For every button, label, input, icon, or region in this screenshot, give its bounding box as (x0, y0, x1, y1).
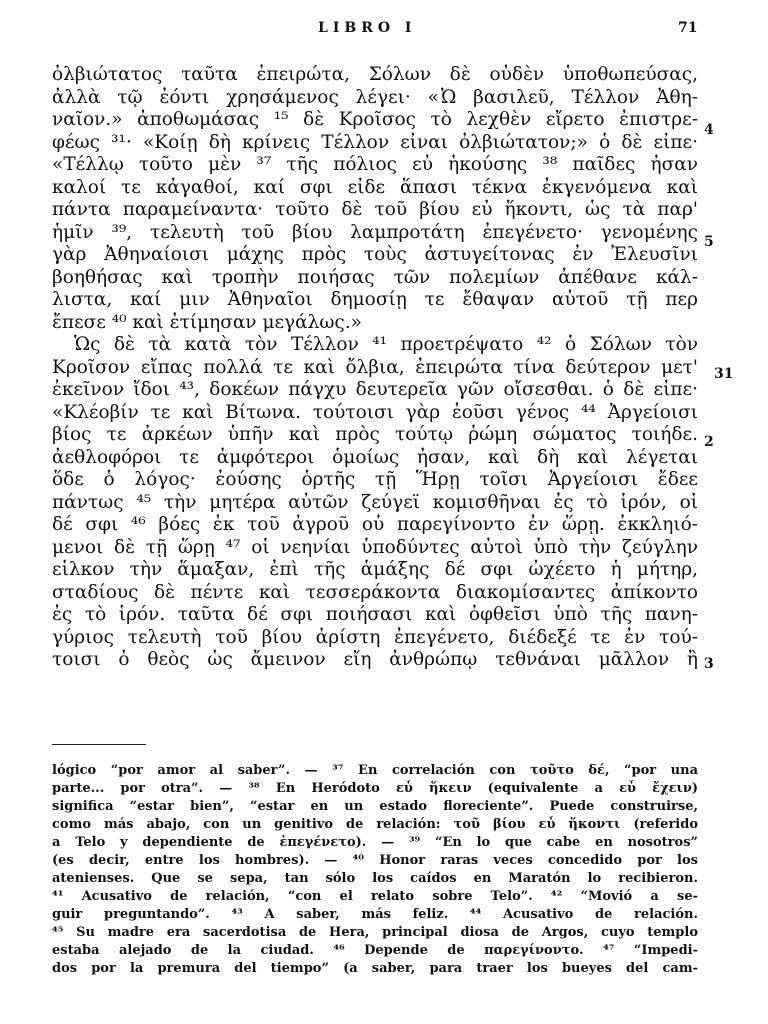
text-line: φέως ³¹· «Κοίῃ δὴ κρίνεις Τέλλον εἶναι ὀλβιώτατον;» ὁ δὲ εἶπε· (52, 131, 698, 153)
footnote-line: a Telo y dependiente de ἐπεγένετο). — ³⁹ “En lo que cabe en nosotros” (52, 835, 698, 850)
footnote-line: ⁴⁵ Su madre era sacerdotisa de Hera, principal diosa de Argos, cuyo templo (52, 925, 698, 940)
text-line: ὀλβιώτατος ταῦτα ἐπειρώτα, Σόλων δὲ οὐδὲν ὑποθωπεύσας, (52, 64, 698, 85)
footnote-divider (52, 744, 146, 745)
text-line: ἐκεῖνον ἴδοι ⁴³, δοκέων πάγχυ δευτερεῖα γῶν οἴσεσθαι. ὁ δὲ εἶπε· (52, 379, 698, 400)
page-number: 71 (678, 20, 698, 36)
text-line: «Κλέοβίν τε καὶ Βίτωνα. τούτοισι γὰρ ἐοῦσι γένος ⁴⁴ Ἀργείοισι (52, 401, 698, 423)
footnote-line: guir preguntando”. ⁴³ A saber, más feliz. ⁴⁴ Acusativo de relación. (52, 907, 698, 922)
text-line: ἀεθλοφόροι τε ἀμφότεροι ὁμοίως ἦσαν, καὶ δὴ καὶ λέγεται (52, 446, 698, 468)
text-line: ὅδε ὁ λόγος· ἐούσης ὁρτῆς τῇ Ἥρῃ τοῖσι Ἀργείοισι ἔδεε (52, 469, 698, 490)
text-line: Ὡς δὲ τὰ κατὰ τὸν Τέλλον ⁴¹ προετρέψατο ⁴² ὁ Σόλων τὸν (74, 334, 698, 355)
text-line: ναῖον.» ἀποθωμάσας ¹⁵ δὲ Κροῖσος τὸ λεχθὲν εἴρετο ἐπιστρε- (52, 109, 698, 130)
text-line: Κροῖσον εἴπας πολλά τε καὶ ὄλβια, ἐπειρώτα τίνα δεύτερον μετ' (52, 356, 698, 378)
text-line: λιστα, καί μιν Ἀθηναῖοι δημοσίῃ τε ἔθαψαν αὐτοῦ τῇ περ (52, 289, 698, 310)
footnote-line: ⁴¹ Acusativo de relación, “con el relato sobre Telo”. ⁴² “Movió a se- (52, 889, 698, 904)
footnote-line: como más abajo, con un genitivo de relación: τοῦ βίου εὖ ἥκοντι (referido (52, 817, 698, 832)
section-number: 3 (704, 656, 714, 672)
text-line: βοηθήσας καὶ τροπὴν ποιήσας τῶν πολεμίων ἀπέθανε κάλ- (52, 266, 698, 288)
text-line: δέ σφι ⁴⁶ βόες ἐκ τοῦ ἀγροῦ οὐ παρεγίνοντο ἐν ὥρῃ. ἐκκληιό- (52, 514, 698, 535)
section-number: 31 (714, 366, 734, 382)
footnote-line: (es decir, entre los hombres). — ⁴⁰ Honor raras veces concedido por los (52, 853, 698, 868)
text-line: βίος τε ἀρκέων ὑπῆν καὶ πρὸς τούτῳ ῥώμη σώματος τοιήδε. (52, 424, 698, 445)
footnote-line: estaba alejado de la ciudad. ⁴⁶ Depende de παρεγίνοντο. ⁴⁷ “Impedi- (52, 943, 698, 958)
text-line: γὰρ Ἀθηναίοισι μάχης πρὸς τοὺς ἀστυγείτονας ἐν Ἐλευσῖνι (52, 244, 698, 265)
footnote-line: dos por la premura del tiempo” (a saber, para traer los bueyes del cam- (52, 961, 698, 976)
text-line: ἐς τὸ ἱρόν. ταῦτα δέ σφι ποιήσασι καὶ ὀφθεῖσι ὑπὸ τῆς πανη- (52, 604, 698, 625)
text-line: τοισι ὁ θεὸς ὡς ἄμεινον εἴη ἀνθρώπῳ τεθνάναι μᾶλλον ἢ (52, 649, 698, 670)
text-line: «Τέλλῳ τοῦτο μὲν ³⁷ τῆς πόλιος εὖ ἡκούσης ³⁸ παῖδες ἦσαν (52, 154, 698, 175)
text-line: ἡμῖν ³⁹, τελευτὴ τοῦ βίου λαμπροτάτη ἐπεγένετο· γενομένης (52, 221, 698, 243)
text-line: καλοί τε κἀγαθοί, καί σφι εἶδε ἅπασι τέκνα ἐκγενόμενα καὶ (52, 176, 698, 198)
footnote-line: atenienses. Que se sepa, tan sólo los caídos en Maratón lo recibieron. (52, 871, 698, 886)
footnotes (52, 762, 698, 978)
text-line: εἷλκον τὴν ἅμαξαν, ἐπὶ τῆς ἁμάξης δέ σφι ὠχέετο ἡ μήτηρ, (52, 559, 698, 580)
text-line: πάντως ⁴⁵ τὴν μητέρα αὐτῶν ζεύγεϊ κομισθῆναι ἐς τὸ ἱρόν, οἱ (52, 491, 698, 513)
footnote-line: significa “estar bien”, “estar en un estado floreciente”. Puede construirse, (52, 799, 698, 814)
section-number: 2 (704, 434, 714, 450)
running-header (0, 20, 768, 44)
footnote-line: parte... por otra”. — ³⁸ En Heródoto εὖ ἥκειν (equivalente a εὖ ἔχειν) (52, 781, 698, 796)
text-line: ἔπεσε ⁴⁰ καὶ ἐτίμησαν μεγάλως.» (52, 311, 362, 333)
greek-text-body (52, 64, 698, 672)
text-line: σταδίους δὲ πέντε καὶ τεσσεράκοντα διακομίσαντες ἀπίκοντο (52, 581, 698, 603)
text-line: γύριος τελευτὴ τοῦ βίου ἀρίστη ἐπεγένετο, διέδεξέ τε ἐν τού- (52, 626, 698, 648)
text-line: ἀλλὰ τῷ ἐόντι χρησάμενος λέγει· «Ὦ βασιλεῦ, Τέλλον Ἀθη- (52, 86, 698, 108)
running-title: LIBRO I (318, 20, 417, 36)
footnote-line: lógico “por amor al saber”. — ³⁷ En correlación con τοῦτο δέ, “por una (52, 763, 698, 778)
section-number: 4 (704, 122, 714, 138)
text-line: μενοι δὲ τῇ ὥρῃ ⁴⁷ οἱ νεηνίαι ὑποδύντες αὐτοὶ ὑπὸ τὴν ζεύγλην (52, 536, 698, 558)
section-number: 5 (704, 234, 714, 250)
text-line: πάντα παραμείναντα· τοῦτο δὲ τοῦ βίου εὖ ἥκοντι, ὡς τὰ παρ' (52, 199, 698, 220)
